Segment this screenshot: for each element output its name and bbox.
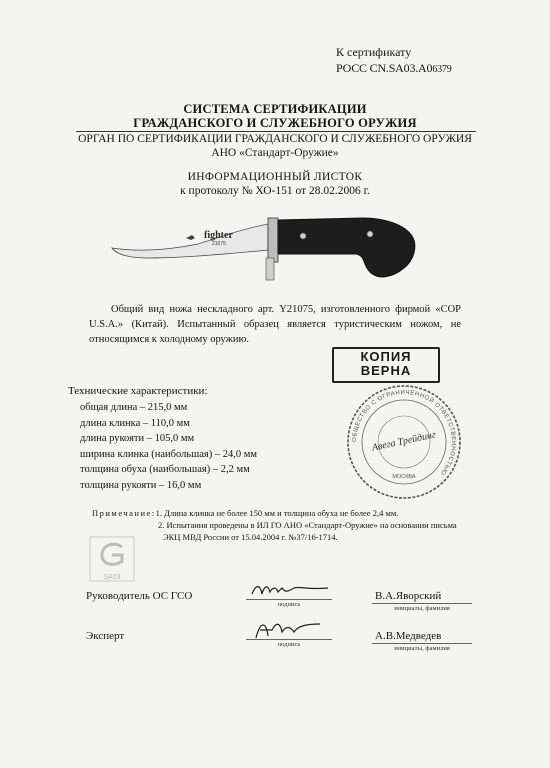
expert-role: Эксперт [86, 630, 125, 642]
protocol-reference: к протоколу № ХО-151 от 28.02.2006 г. [180, 185, 370, 197]
knife-handle [278, 218, 415, 277]
specs-title: Технические характеристики: [68, 385, 208, 397]
spec-item: длина клинка – 110,0 мм [80, 417, 190, 429]
seal-city: МОСКВА [392, 474, 416, 480]
reference-number: РОСС CN.SA03.A0 [336, 61, 433, 75]
head-signature [248, 580, 334, 600]
expert-sign-line [246, 639, 332, 640]
knife-blade [112, 224, 268, 258]
expert-name-caption: инициалы, фамилия [394, 645, 450, 652]
reference-line-1: К сертификату [336, 45, 412, 59]
note-1-text: 1. Длина клинка не более 150 мм и толщина обуха не более 2,4 мм. [155, 508, 399, 518]
note-1 [92, 507, 398, 519]
knife-image [108, 212, 428, 288]
copy-true-stamp [332, 347, 440, 383]
seal-ring-text: ОБЩЕСТВО С ОГРАНИЧЕННОЙ ОТВЕТСТВЕННОСТЬЮ [351, 389, 457, 476]
system-title-line-1: СИСТЕМА СЕРТИФИКАЦИИ [183, 102, 367, 116]
stamp-line-2: ВЕРНА [360, 363, 412, 378]
spec-item: ширина клинка (наибольшая) – 24,0 мм [80, 448, 258, 460]
head-name-caption: инициалы, фамилия [394, 605, 450, 612]
spec-item: толщина рукояти – 16,0 мм [80, 479, 202, 491]
head-sign-line [246, 599, 332, 600]
description-text: Общий вид ножа нескладного арт. Y21075, изготовленного фирмой «COP U.S.A.» (Китай). Испытанный образец является туристическим ножом, не относящимся к холодному оружию. [89, 304, 461, 345]
spec-item: общая длина – 215,0 мм [80, 402, 188, 413]
note-2-line-1: 2. Испытания проведены в ИЛ ГО АНО «Стандарт-Оружие» на основании письма [158, 520, 457, 530]
certification-logo [88, 535, 136, 585]
head-name: В.А.Яворский [375, 590, 442, 602]
seal-center-text: Авега Трейдинг [370, 429, 437, 454]
stamp-line-1: КОПИЯ [360, 349, 412, 364]
reference-number-suffix: 6379 [432, 64, 452, 75]
expert-name: А.В.Медведев [375, 630, 442, 642]
expert-name-line [372, 643, 472, 644]
document-title: ИНФОРМАЦИОННЫЙ ЛИСТОК [187, 171, 363, 183]
notes-label: Примечание: [92, 508, 156, 518]
organ-title: ОРГАН ПО СЕРТИФИКАЦИИ ГРАЖДАНСКОГО И СЛУЖЕБНОГО ОРУЖИЯ [78, 133, 472, 145]
handle-rivet [367, 231, 373, 237]
blade-code: 21075 [212, 241, 226, 247]
head-role: Руководитель ОС ГСО [86, 590, 193, 602]
specs-list [80, 400, 257, 494]
logo-mark: SA03 [103, 574, 121, 581]
head-name-line [372, 603, 472, 604]
expert-sign-caption: подпись [277, 641, 301, 648]
knife-guard [268, 218, 278, 262]
note-2-line-2: ЭКЦ МВД России от 15.04.2004 г. №37/16-1714. [163, 532, 338, 542]
system-title-line-2: ГРАЖДАНСКОГО И СЛУЖЕБНОГО ОРУЖИЯ [133, 116, 417, 130]
head-sign-caption: подпись [277, 601, 301, 608]
blade-inscription: fighter [204, 230, 233, 241]
company-seal [340, 382, 468, 502]
spec-item: длина рукояти – 105,0 мм [80, 433, 195, 445]
spec-item: толщина обуха (наибольшая) – 2,2 мм [80, 464, 250, 476]
organ-name: АНО «Стандарт-Оружие» [211, 147, 339, 159]
certificate-reference [336, 44, 452, 78]
handle-rivet [300, 233, 306, 239]
knife-description [89, 302, 461, 347]
reference-line-2 [336, 60, 452, 78]
